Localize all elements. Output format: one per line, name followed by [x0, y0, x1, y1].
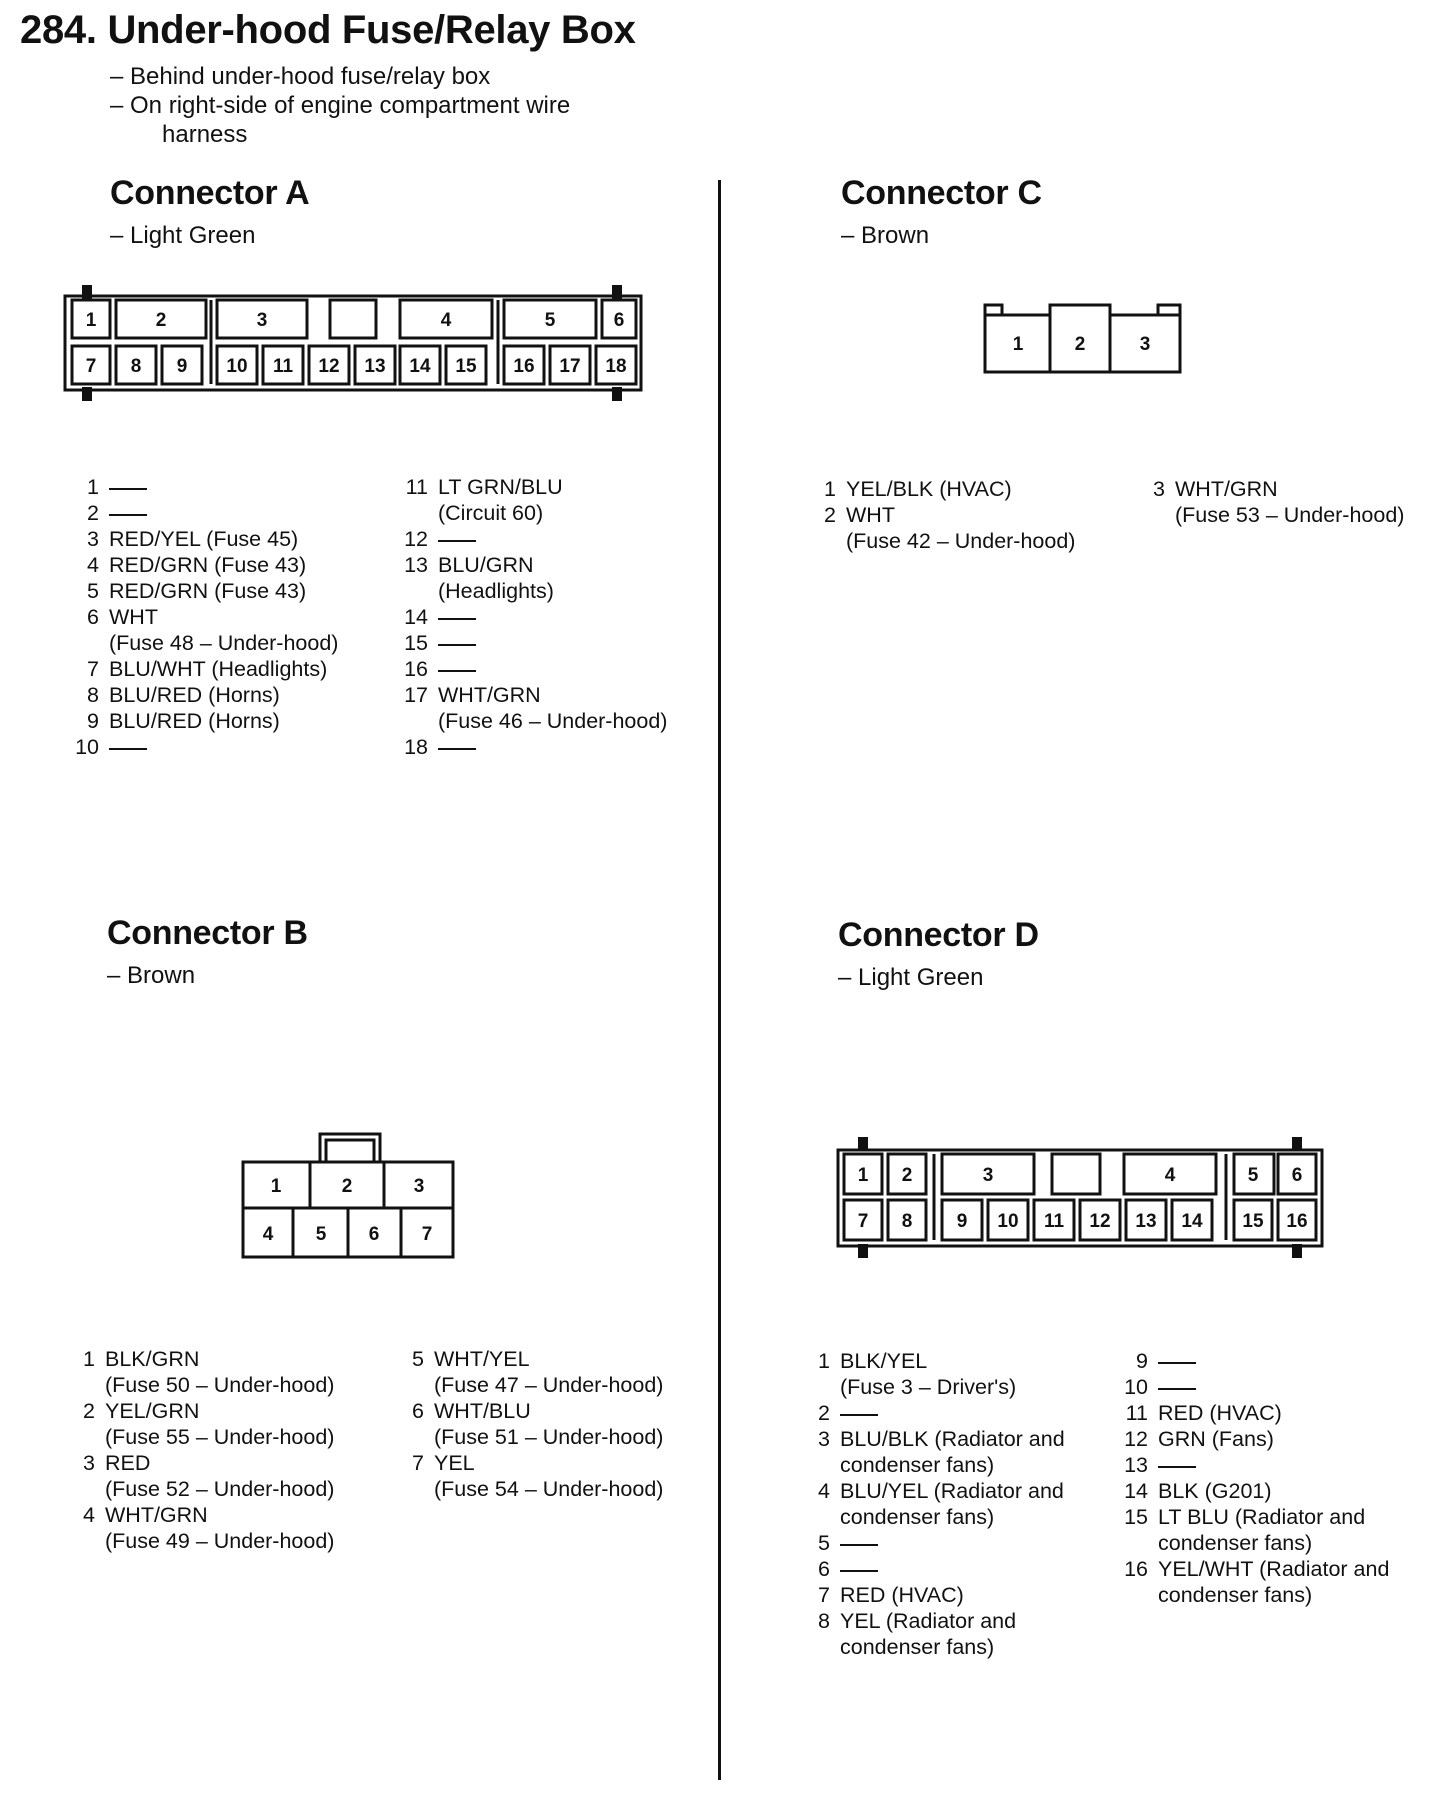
pin-row — [75, 500, 338, 526]
pin-body — [109, 682, 338, 708]
pin-row — [1124, 1426, 1389, 1452]
pin-number: 9 — [87, 709, 99, 733]
pin-number: 4 — [87, 553, 99, 577]
pin-row — [1124, 1452, 1389, 1478]
location-line-2: – On right-side of engine compartment wire — [110, 92, 571, 119]
connector-a-bottom-label: 16 — [513, 356, 535, 377]
pin-wire: BLU/WHT (Headlights) — [109, 657, 328, 681]
connector-a-pinlist-left — [75, 474, 338, 760]
pin-body — [438, 474, 667, 526]
pin-wire: BLU/GRN — [438, 553, 534, 577]
pin-body — [840, 1348, 1065, 1400]
pin-body — [105, 1346, 334, 1398]
pin-row — [806, 1400, 1065, 1426]
pin-number: 5 — [412, 1347, 424, 1371]
pin-number: 6 — [412, 1399, 424, 1423]
connector-d-top-label: 2 — [901, 1165, 913, 1186]
unused-dash — [1158, 1466, 1196, 1468]
pin-number: 13 — [404, 553, 428, 577]
pin-body — [1158, 1426, 1389, 1452]
pin-body — [840, 1530, 1065, 1556]
connector-d-top-label: 6 — [1291, 1165, 1303, 1186]
pin-body — [1158, 1452, 1389, 1478]
connector-a-bottom-label: 11 — [272, 356, 294, 377]
pin-body — [109, 578, 338, 604]
connector-d-top-label: 3 — [982, 1165, 994, 1186]
pin-row — [71, 1502, 334, 1554]
pin-body — [438, 656, 667, 682]
pin-number: 12 — [1124, 1427, 1148, 1451]
pin-body — [105, 1398, 334, 1450]
pin-body — [109, 708, 338, 734]
pin-number: 1 — [83, 1347, 95, 1371]
connector-a-bottom-label: 9 — [176, 356, 188, 377]
connector-b-color: – Brown — [107, 962, 196, 989]
pin-wire: RED/GRN (Fuse 43) — [109, 553, 307, 577]
pin-description: condenser fans) — [840, 1505, 995, 1529]
pin-number: 6 — [87, 605, 99, 629]
unused-dash — [840, 1570, 878, 1572]
connector-a-top-label: 6 — [613, 310, 625, 331]
pin-wire: BLU/BLK (Radiator and — [840, 1427, 1065, 1451]
pin-wire: RED/GRN (Fuse 43) — [109, 579, 307, 603]
pin-description: (Fuse 52 – Under-hood) — [105, 1477, 335, 1501]
pin-body — [438, 604, 667, 630]
connector-a-bottom-label: 14 — [409, 356, 431, 377]
pin-wire: WHT/BLU — [434, 1399, 531, 1423]
pin-number: 1 — [824, 477, 836, 501]
connector-d-bottom-label: 16 — [1286, 1211, 1308, 1232]
pin-row — [806, 1530, 1065, 1556]
pin-row — [404, 474, 667, 526]
connector-a-bottom-label: 7 — [85, 356, 97, 377]
connector-a-blank-cell — [330, 300, 376, 338]
pin-number: 1 — [818, 1349, 830, 1373]
connector-c-title: Connector C — [841, 174, 1042, 212]
pin-row — [75, 656, 338, 682]
pin-number: 5 — [818, 1531, 830, 1555]
unused-dash — [1158, 1388, 1196, 1390]
unused-dash — [840, 1414, 878, 1416]
pin-description: (Fuse 47 – Under-hood) — [434, 1373, 664, 1397]
connector-b-label: 6 — [368, 1224, 380, 1245]
connector-a-bottom-label: 10 — [226, 356, 248, 377]
pin-body — [1175, 476, 1404, 528]
connector-d-pinlist-right — [1124, 1348, 1389, 1608]
pin-body — [840, 1608, 1065, 1660]
pin-wire: WHT/GRN — [438, 683, 541, 707]
connector-a-bottom-label: 17 — [559, 356, 581, 377]
connector-d-bottom-label: 8 — [901, 1211, 913, 1232]
pin-description: condenser fans) — [840, 1453, 995, 1477]
pin-wire: WHT/GRN — [1175, 477, 1278, 501]
unused-dash — [438, 644, 476, 646]
connector-b-diagram — [238, 1126, 463, 1266]
pin-wire: YEL/WHT (Radiator and — [1158, 1557, 1390, 1581]
connector-c-label: 1 — [1012, 334, 1024, 355]
pin-row — [1124, 1504, 1389, 1556]
pin-number: 8 — [87, 683, 99, 707]
pin-body — [840, 1478, 1065, 1530]
connector-d-title: Connector D — [838, 916, 1039, 954]
pin-number: 1 — [87, 475, 99, 499]
pin-number: 2 — [824, 503, 836, 527]
connector-b-label: 4 — [262, 1224, 274, 1245]
pin-description: (Headlights) — [438, 579, 554, 603]
unused-dash — [1158, 1362, 1196, 1364]
pin-number: 4 — [83, 1503, 95, 1527]
pin-body — [1158, 1504, 1389, 1556]
connector-a-top-label: 3 — [256, 310, 268, 331]
pin-number: 9 — [1136, 1349, 1148, 1373]
pin-description: condenser fans) — [1158, 1583, 1313, 1607]
location-line-3: harness — [162, 121, 248, 148]
pin-wire: WHT — [846, 503, 895, 527]
connector-d-bottom-label: 13 — [1135, 1211, 1157, 1232]
pin-row — [75, 578, 338, 604]
pin-description: (Fuse 53 – Under-hood) — [1175, 503, 1405, 527]
pin-wire: WHT/YEL — [434, 1347, 530, 1371]
pin-row — [806, 1608, 1065, 1660]
pin-number: 11 — [1125, 1401, 1148, 1425]
pin-body — [438, 734, 667, 760]
pin-body — [109, 500, 338, 526]
pin-body — [840, 1400, 1065, 1426]
connector-b-label: 2 — [341, 1176, 353, 1197]
unused-dash — [438, 618, 476, 620]
pin-number: 16 — [404, 657, 428, 681]
pin-number: 2 — [818, 1401, 830, 1425]
pin-number: 3 — [83, 1451, 95, 1475]
pin-wire: BLU/YEL (Radiator and — [840, 1479, 1064, 1503]
pin-wire: RED (HVAC) — [840, 1583, 964, 1607]
pin-body — [438, 552, 667, 604]
pin-number: 3 — [87, 527, 99, 551]
pin-description: condenser fans) — [840, 1635, 995, 1659]
connector-c-label: 3 — [1139, 334, 1151, 355]
pin-description: (Fuse 46 – Under-hood) — [438, 709, 668, 733]
connector-d-bottom-label: 7 — [857, 1211, 869, 1232]
connector-d-color: – Light Green — [838, 964, 984, 991]
pin-row — [1124, 1374, 1389, 1400]
pin-number: 17 — [404, 683, 428, 707]
pin-number: 7 — [412, 1451, 424, 1475]
pin-number: 16 — [1124, 1557, 1148, 1581]
pin-number: 15 — [404, 631, 428, 655]
pin-number: 2 — [87, 501, 99, 525]
pin-row — [75, 526, 338, 552]
pin-row — [400, 1346, 663, 1398]
pin-row — [1124, 1348, 1389, 1374]
pin-body — [109, 526, 338, 552]
connector-c-pinlist-left — [812, 476, 1075, 554]
unused-dash — [840, 1544, 878, 1546]
connector-b-label: 3 — [413, 1176, 425, 1197]
connector-b-pinlist-left — [71, 1346, 334, 1554]
pin-row — [806, 1478, 1065, 1530]
pin-body — [840, 1426, 1065, 1478]
connector-b-title: Connector B — [107, 914, 308, 952]
connector-c-diagram — [980, 295, 1190, 385]
connector-c-label: 2 — [1074, 334, 1086, 355]
pin-wire: BLU/RED (Horns) — [109, 709, 280, 733]
pin-row — [806, 1426, 1065, 1478]
pin-body — [1158, 1556, 1389, 1608]
pin-row — [812, 502, 1075, 554]
connector-c-pinlist-right — [1141, 476, 1404, 528]
pin-body — [105, 1502, 334, 1554]
pin-body — [846, 502, 1075, 554]
pin-body — [438, 526, 667, 552]
pin-row — [404, 682, 667, 734]
pin-row — [404, 526, 667, 552]
pin-description: (Fuse 3 – Driver's) — [840, 1375, 1017, 1399]
pin-number: 15 — [1124, 1505, 1148, 1529]
pin-wire: RED/YEL (Fuse 45) — [109, 527, 299, 551]
pin-row — [806, 1582, 1065, 1608]
connector-c-color: – Brown — [841, 222, 930, 249]
column-divider — [718, 180, 721, 1780]
pin-number: 5 — [87, 579, 99, 603]
connector-a-bottom-label: 13 — [364, 356, 386, 377]
pin-wire: BLK (G201) — [1158, 1479, 1272, 1503]
pin-description: (Fuse 54 – Under-hood) — [434, 1477, 664, 1501]
pin-description: (Circuit 60) — [438, 501, 544, 525]
pin-row — [75, 708, 338, 734]
unused-dash — [438, 670, 476, 672]
unused-dash — [109, 488, 147, 490]
pin-number: 10 — [1124, 1375, 1148, 1399]
pin-wire: WHT — [109, 605, 158, 629]
pin-description: (Fuse 42 – Under-hood) — [846, 529, 1076, 553]
connector-d-bottom-label: 9 — [956, 1211, 968, 1232]
pin-row — [400, 1398, 663, 1450]
pin-wire: LT BLU (Radiator and — [1158, 1505, 1366, 1529]
connector-d-bottom-label: 11 — [1043, 1211, 1065, 1232]
pin-row — [75, 552, 338, 578]
pin-number: 18 — [404, 735, 428, 759]
pin-row — [1141, 476, 1404, 528]
connector-d-bottom-label: 12 — [1089, 1211, 1111, 1232]
connector-a-bottom-label: 8 — [130, 356, 142, 377]
pin-number: 14 — [404, 605, 428, 629]
pin-row — [806, 1348, 1065, 1400]
connector-a-top-label: 5 — [544, 310, 556, 331]
pin-number: 10 — [75, 735, 99, 759]
pin-description: (Fuse 48 – Under-hood) — [109, 631, 339, 655]
connector-a-top-label: 2 — [155, 310, 167, 331]
pin-wire: YEL/BLK (HVAC) — [846, 477, 1012, 501]
connector-d-top-label: 5 — [1247, 1165, 1259, 1186]
pin-number: 7 — [818, 1583, 830, 1607]
pin-body — [438, 630, 667, 656]
connector-d-bottom-label: 15 — [1242, 1211, 1264, 1232]
pin-body — [105, 1450, 334, 1502]
connector-a-bottom-label: 15 — [455, 356, 477, 377]
connector-b-label: 7 — [421, 1224, 433, 1245]
unused-dash — [109, 748, 147, 750]
pin-description: (Fuse 50 – Under-hood) — [105, 1373, 335, 1397]
pin-row — [404, 630, 667, 656]
pin-body — [1158, 1348, 1389, 1374]
pin-number: 14 — [1124, 1479, 1148, 1503]
pin-row — [75, 734, 338, 760]
connector-a-bottom-label: 12 — [318, 356, 340, 377]
location-line-1: – Behind under-hood fuse/relay box — [110, 63, 491, 90]
pin-number: 3 — [1153, 477, 1165, 501]
unused-dash — [438, 540, 476, 542]
pin-row — [71, 1346, 334, 1398]
connector-d-bottom-label: 14 — [1181, 1211, 1203, 1232]
pin-wire: WHT/GRN — [105, 1503, 208, 1527]
pin-row — [404, 734, 667, 760]
pin-wire: BLK/GRN — [105, 1347, 200, 1371]
pin-wire: GRN (Fans) — [1158, 1427, 1274, 1451]
pin-row — [812, 476, 1075, 502]
connector-a-top-label: 1 — [85, 310, 97, 331]
pin-body — [846, 476, 1075, 502]
pin-number: 7 — [87, 657, 99, 681]
pin-row — [404, 604, 667, 630]
pin-body — [109, 604, 338, 656]
pin-body — [840, 1556, 1065, 1582]
unused-dash — [109, 514, 147, 516]
connector-a-bottom-label: 18 — [605, 356, 627, 377]
pin-body — [434, 1346, 663, 1398]
pin-number: 11 — [405, 475, 428, 499]
page-title: 284. Under-hood Fuse/Relay Box — [20, 8, 636, 52]
pin-wire: YEL/GRN — [105, 1399, 200, 1423]
pin-body — [434, 1450, 663, 1502]
pin-number: 8 — [818, 1609, 830, 1633]
connector-b-pinlist-right — [400, 1346, 663, 1502]
pin-body — [109, 734, 338, 760]
pin-row — [71, 1450, 334, 1502]
pin-row — [400, 1450, 663, 1502]
pin-wire: LT GRN/BLU — [438, 475, 563, 499]
pin-row — [75, 604, 338, 656]
pin-row — [404, 552, 667, 604]
pin-row — [75, 682, 338, 708]
connector-a-diagram — [60, 280, 650, 410]
pin-body — [438, 682, 667, 734]
pin-number: 4 — [818, 1479, 830, 1503]
pin-body — [109, 552, 338, 578]
connector-b-label: 1 — [270, 1176, 282, 1197]
connector-d-top-label: 1 — [857, 1165, 869, 1186]
connector-a-color: – Light Green — [110, 222, 256, 249]
pin-description: condenser fans) — [1158, 1531, 1313, 1555]
pin-body — [1158, 1478, 1389, 1504]
connector-a-top-label: 4 — [440, 310, 452, 331]
pin-body — [1158, 1374, 1389, 1400]
connector-b-label: 5 — [315, 1224, 327, 1245]
pin-body — [840, 1582, 1065, 1608]
connector-a-title: Connector A — [110, 174, 310, 212]
pin-row — [404, 656, 667, 682]
pin-description: (Fuse 51 – Under-hood) — [434, 1425, 664, 1449]
pin-row — [1124, 1478, 1389, 1504]
connector-d-bottom-label: 10 — [997, 1211, 1019, 1232]
pin-body — [109, 474, 338, 500]
pin-row — [71, 1398, 334, 1450]
pin-description: (Fuse 49 – Under-hood) — [105, 1529, 335, 1553]
connector-d-pinlist-left — [806, 1348, 1065, 1660]
pin-number: 2 — [83, 1399, 95, 1423]
connector-d-top-label: 4 — [1164, 1165, 1176, 1186]
pin-wire: RED — [105, 1451, 151, 1475]
pin-wire: BLK/YEL — [840, 1349, 928, 1373]
pin-number: 6 — [818, 1557, 830, 1581]
pin-wire: BLU/RED (Horns) — [109, 683, 280, 707]
pin-row — [1124, 1400, 1389, 1426]
pin-body — [109, 656, 338, 682]
pin-row — [1124, 1556, 1389, 1608]
pin-description: (Fuse 55 – Under-hood) — [105, 1425, 335, 1449]
pin-number: 3 — [818, 1427, 830, 1451]
pin-row — [806, 1556, 1065, 1582]
pin-wire: YEL — [434, 1451, 475, 1475]
pin-number: 12 — [404, 527, 428, 551]
unused-dash — [438, 748, 476, 750]
pin-wire: RED (HVAC) — [1158, 1401, 1282, 1425]
pin-row — [75, 474, 338, 500]
pin-wire: YEL (Radiator and — [840, 1609, 1017, 1633]
pin-body — [1158, 1400, 1389, 1426]
pin-body — [434, 1398, 663, 1450]
connector-d-diagram — [832, 1132, 1332, 1262]
pin-number: 13 — [1124, 1453, 1148, 1477]
connector-a-pinlist-right — [404, 474, 667, 760]
